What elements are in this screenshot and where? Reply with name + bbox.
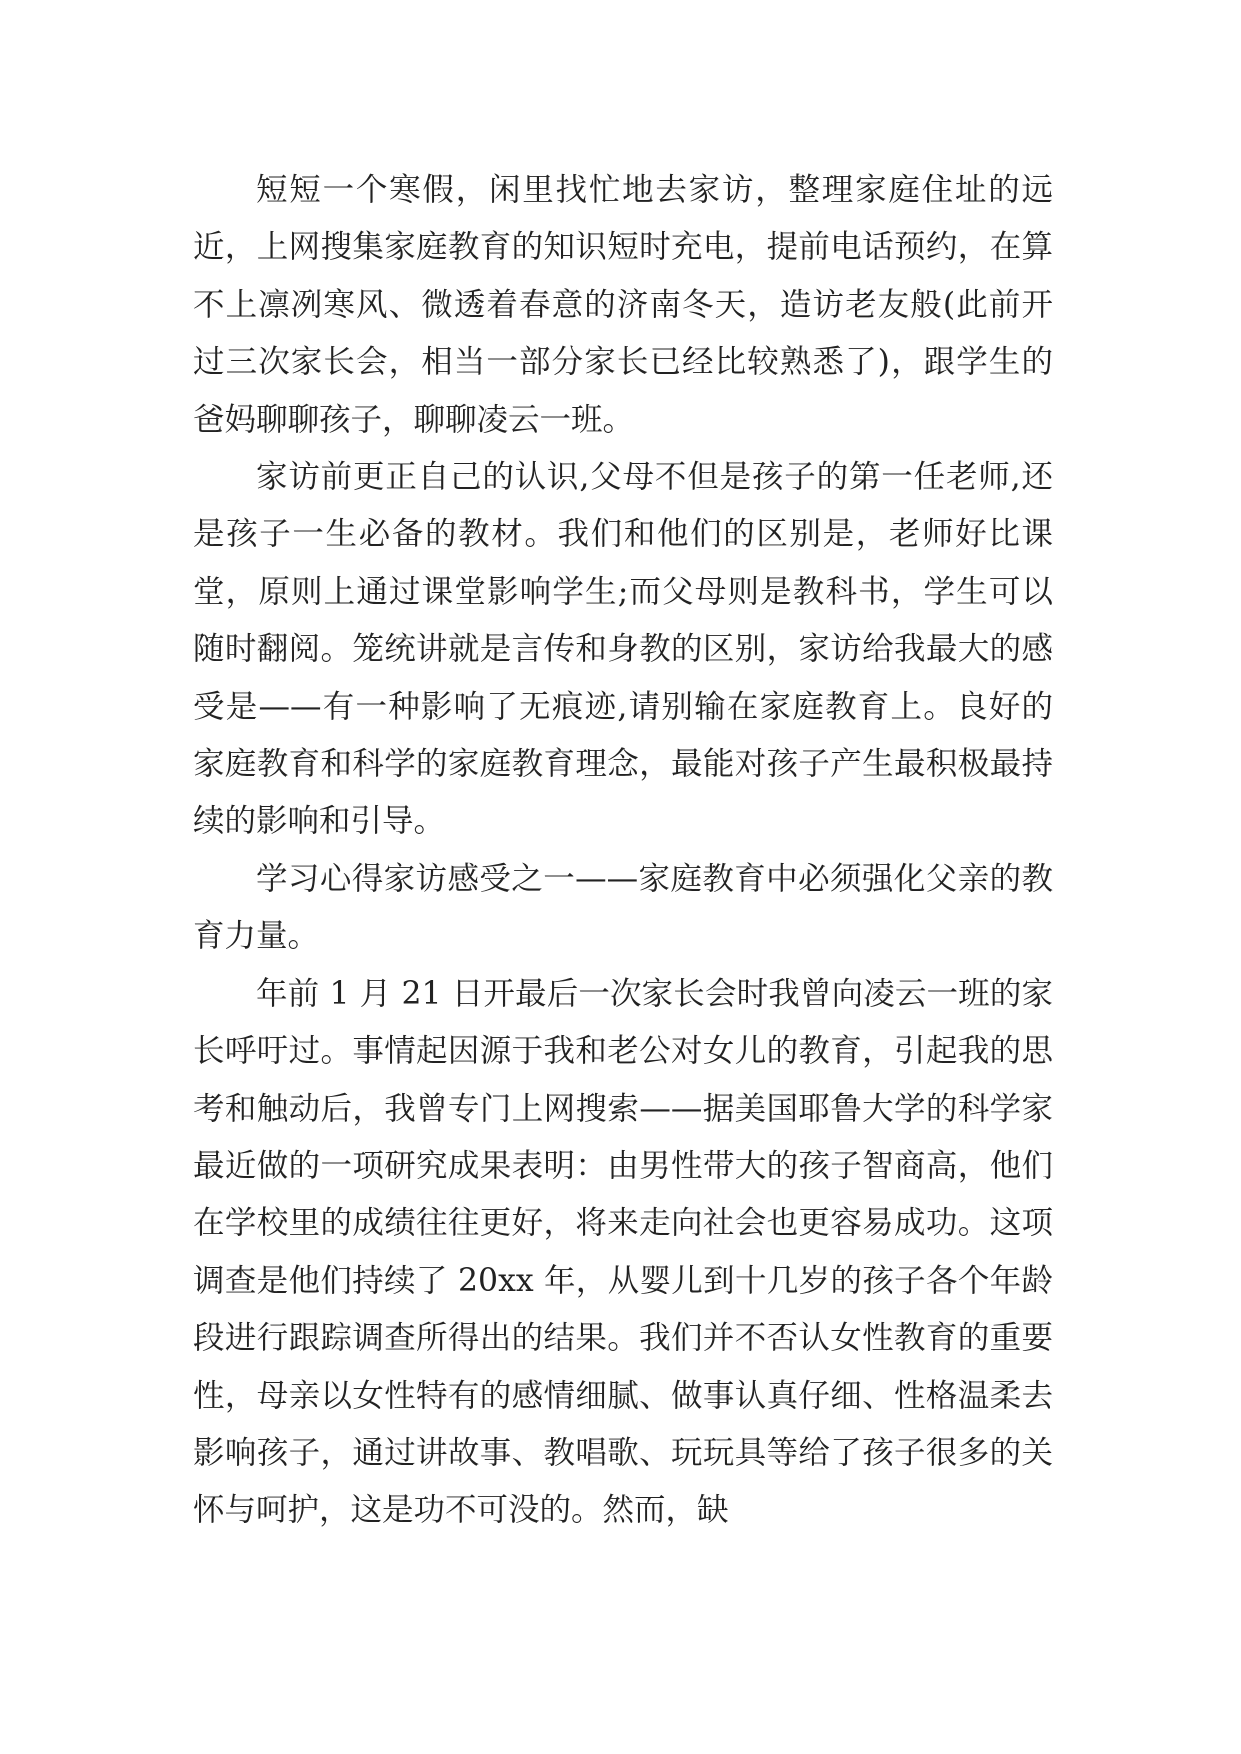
paragraph-winter-home-visits: 短短一个寒假，闲里找忙地去家访，整理家庭住址的远近，上网搜集家庭教育的知识短时充电，提前电话预约，在算不上凛冽寒风、微透着春意的济南冬天，造访老友般(此前开过三次家长会，相当一部分家长已经比较熟悉了)，跟学生的爸妈聊聊孩子，聊聊凌云一班。 [193, 172, 1053, 438]
paragraph-section-heading: 学习心得家访感受之一——家庭教育中必须强化父亲的教育力量。 [193, 860, 1053, 955]
paragraph-parents-as-textbook: 家访前更正自己的认识,父母不但是孩子的第一任老师,还是孩子一生必备的教材。我们和他们的区别是，老师好比课堂，原则上通过课堂影响学生;而父母则是教科书，学生可以随时翻阅。笼统讲就是言传和身教的区别，家访给我最大的感受是——有一种影响了无痕迹,请别输在家庭教育上。良好的家庭教育和科学的家庭教育理念，最能对孩子产生最积极最持续的影响和引导。 [193, 459, 1053, 840]
paragraph-father-education: 年前 1 月 21 日开最后一次家长会时我曾向凌云一班的家长呼吁过。事情起因源于我和老公对女儿的教育，引起我的思考和触动后，我曾专门上网搜索——据美国耶鲁大学的科学家最近做的一项研究成果表明：由男性带大的孩子智商高，他们在学校里的成绩往往更好，将来走向社会也更容易成功。这项调查是他们持续了 20xx 年，从婴儿到十几岁的孩子各个年龄段进行跟踪调查所得出的结果。我们并不否认女性教育的重要性，母亲以女性特有的感情细腻、做事认真仔细、性格温柔去影响孩子，通过讲故事、教唱歌、玩玩具等给了孩子很多的关怀与呵护，这是功不可没的。然而，缺 [193, 975, 1053, 1529]
document-body [193, 162, 1053, 1540]
